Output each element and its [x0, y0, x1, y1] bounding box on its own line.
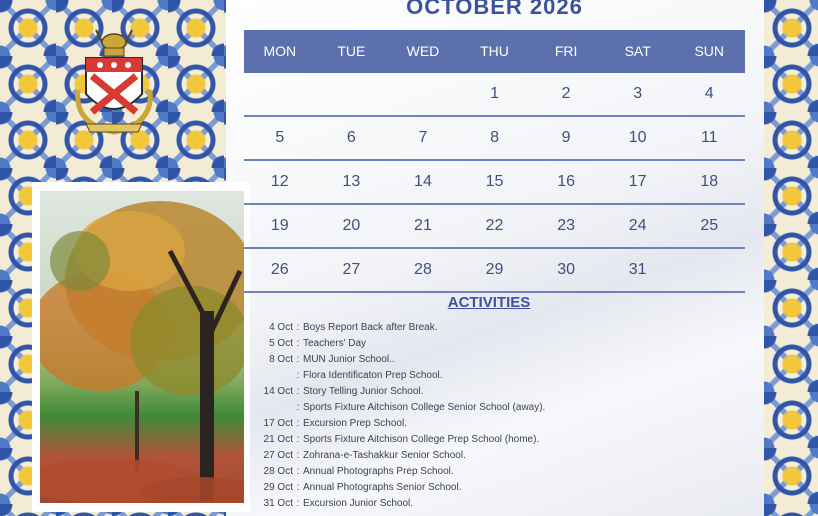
activity-item	[244, 416, 744, 432]
calendar-day: 25	[700, 217, 719, 234]
weekday-sat: SAT	[624, 43, 651, 59]
activity-text: Teachers' Day	[303, 338, 367, 349]
calendar-day	[244, 73, 316, 115]
activity-separator: :	[296, 354, 300, 365]
calendar-day: 21	[414, 217, 432, 234]
activity-date: 4 Oct	[269, 322, 293, 333]
activity-separator: :	[296, 450, 300, 461]
calendar-day: 8	[490, 129, 499, 146]
activity-item	[244, 448, 744, 464]
calendar-day: 6	[346, 129, 356, 146]
calendar-grid	[244, 73, 745, 293]
calendar-day: 1	[490, 85, 499, 102]
activity-text: MUN Junior School..	[303, 354, 395, 365]
calendar-day: 12	[270, 173, 289, 190]
calendar-day: 31	[628, 261, 647, 278]
activity-separator: :	[296, 466, 300, 477]
activity-separator: :	[296, 418, 300, 429]
activity-separator: :	[296, 482, 300, 493]
weekday-header	[244, 30, 745, 73]
activity-item	[244, 464, 744, 480]
calendar-day: 13	[342, 173, 361, 190]
calendar-day: 29	[485, 261, 504, 278]
calendar-day: 10	[628, 129, 647, 146]
activity-text: Annual Photographs Prep School.	[303, 466, 454, 477]
calendar-day: 20	[342, 217, 361, 234]
calendar-day: 24	[628, 217, 647, 234]
activity-item	[244, 432, 744, 448]
activity-text: Annual Photographs Senior School.	[303, 482, 462, 493]
activity-item	[244, 368, 744, 384]
activity-text: Flora Identificaton Prep School.	[303, 370, 443, 381]
weekday-thu: THU	[480, 43, 509, 59]
activity-date	[244, 368, 293, 384]
activity-date: 21 Oct	[263, 434, 293, 445]
activity-item	[244, 320, 744, 336]
activity-item	[244, 384, 744, 400]
calendar-day: 28	[414, 261, 432, 278]
weekday-tue: TUE	[337, 43, 366, 59]
decorative-tile-pattern-right	[764, 0, 818, 516]
calendar-week	[244, 249, 745, 293]
calendar-week	[244, 205, 745, 249]
activity-text: Boys Report Back after Break.	[303, 322, 438, 333]
calendar-day: 3	[633, 85, 643, 102]
activity-date: 31 Oct	[263, 498, 293, 509]
activity-text: Story Telling Junior School.	[303, 386, 424, 397]
activity-text: Sports Fixture Aitchison College Senior School (away).	[303, 402, 546, 413]
activity-item	[244, 496, 744, 512]
activity-text: Sports Fixture Aitchison College Prep School (home).	[303, 434, 540, 445]
activity-item	[244, 400, 744, 416]
activity-date: 29 Oct	[263, 482, 293, 493]
calendar-day: 30	[557, 261, 575, 278]
calendar-day: 16	[557, 173, 575, 190]
activity-date	[244, 400, 293, 416]
activity-date: 14 Oct	[263, 386, 293, 397]
activity-text: Excursion Prep School.	[303, 418, 407, 429]
activities-heading: ACTIVITIES	[447, 294, 531, 311]
calendar-day: 15	[485, 173, 504, 190]
weekday-mon: MON	[263, 43, 297, 59]
calendar-day: 18	[700, 173, 719, 190]
weekday-sun: SUN	[694, 43, 725, 59]
calendar-day: 19	[270, 217, 289, 234]
activity-separator: :	[296, 498, 300, 509]
calendar-day: 7	[418, 129, 428, 146]
calendar-day: 27	[342, 261, 361, 278]
activity-separator: :	[296, 338, 300, 349]
school-crest-icon	[72, 28, 156, 136]
calendar-day	[387, 73, 459, 115]
activity-separator: :	[296, 370, 300, 381]
month-title: OCTOBER 2026	[406, 0, 583, 19]
activity-text: Excursion Junior School.	[303, 498, 414, 509]
activity-separator: :	[296, 434, 300, 445]
calendar-day: 14	[414, 173, 432, 190]
activity-separator: :	[296, 402, 300, 413]
activity-item	[244, 480, 744, 496]
calendar-day: 9	[561, 129, 571, 146]
activity-item	[244, 336, 744, 352]
activity-item	[244, 352, 744, 368]
calendar-day: 11	[700, 129, 718, 146]
weekday-wed: WED	[406, 43, 440, 59]
calendar-day: 5	[275, 129, 285, 146]
activity-text: Zohrana-e-Tashakkur Senior School.	[303, 450, 466, 461]
calendar-day	[316, 73, 388, 115]
activity-date: 28 Oct	[263, 466, 293, 477]
activity-separator: :	[296, 322, 300, 333]
calendar-day: 4	[704, 85, 714, 102]
activity-date: 8 Oct	[269, 354, 293, 365]
calendar-day: 22	[485, 217, 504, 234]
activity-separator: :	[296, 386, 300, 397]
activity-date: 5 Oct	[269, 338, 293, 349]
calendar-day	[673, 249, 745, 291]
calendar-week	[244, 73, 745, 117]
autumn-tree-photo	[40, 191, 244, 503]
calendar-day: 23	[557, 217, 575, 234]
calendar-day: 2	[561, 85, 571, 102]
calendar-day: 26	[270, 261, 289, 278]
calendar-week	[244, 161, 745, 205]
weekday-fri: FRI	[554, 43, 578, 59]
activity-date: 27 Oct	[263, 450, 293, 461]
calendar-week	[244, 117, 745, 161]
activities-list	[244, 320, 744, 512]
activity-date: 17 Oct	[263, 418, 293, 429]
calendar-day: 17	[628, 173, 647, 190]
